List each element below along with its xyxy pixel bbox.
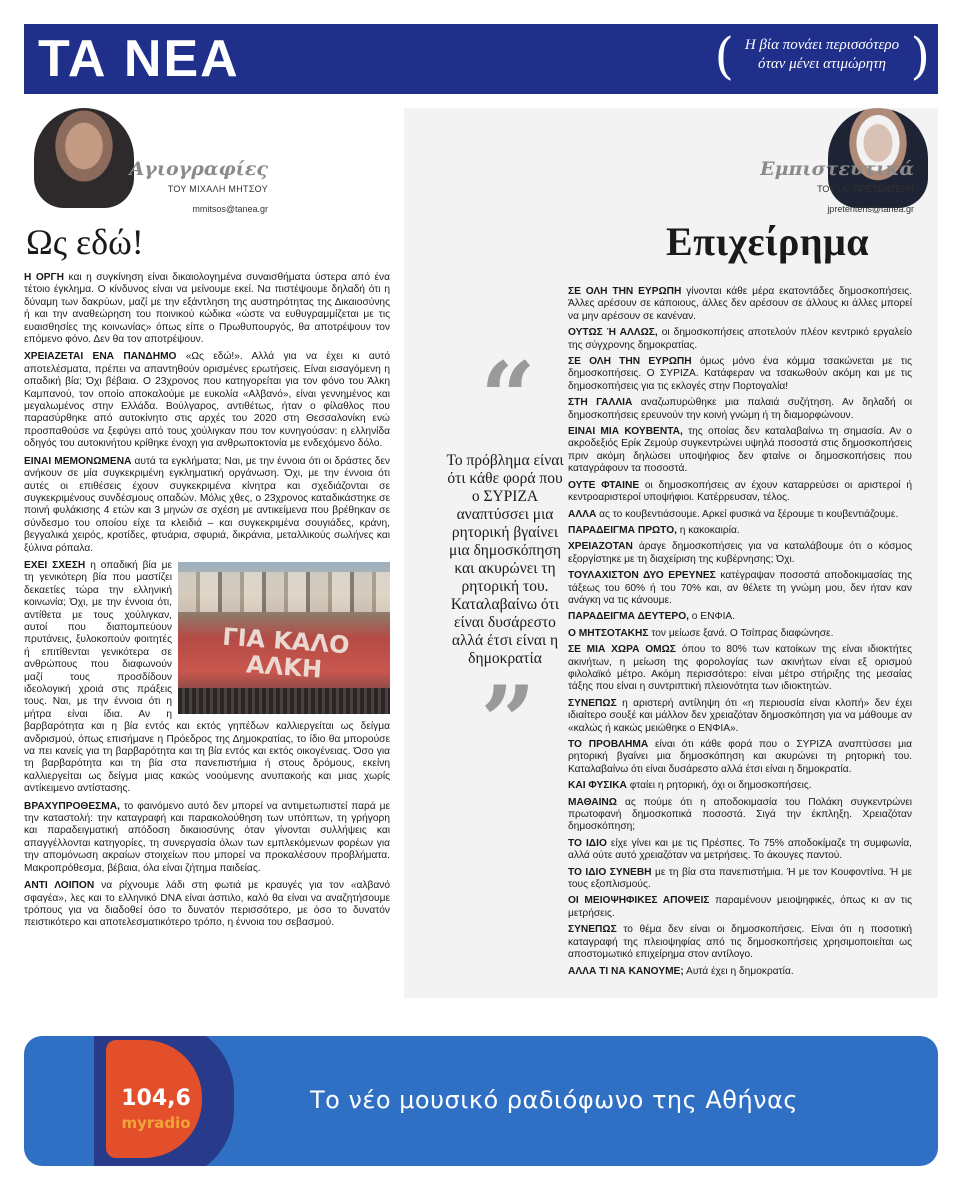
column-title: Αγιογραφίες: [129, 158, 268, 180]
paragraph: ΟΥΤΩΣ Ή ΑΛΛΩΣ, οι δημοσκοπήσεις αποτελούν πλέον κεντρικό εργαλείο της σύγχρονης δημοκρατίας.: [568, 327, 912, 351]
paragraph: ΑΛΛΑ ΤΙ ΝΑ ΚΑΝΟΥΜΕ; Αυτά έχει η δημοκρατία.: [568, 965, 794, 977]
photo-buildings: [178, 572, 390, 612]
paragraph: Ο ΜΗΤΣΟΤΑΚΗΣ τον μείωσε ξανά. Ο Τσίπρας διαφώνησε.: [568, 627, 834, 639]
paragraph: ΟΙ ΜΕΙΟΨΗΦΙΚΕΣ ΑΠΟΨΕΙΣ παραμένουν μειοψηφικές, όπως κι αν τις μετρήσεις.: [568, 895, 913, 919]
slogan-open-bracket: (: [714, 27, 734, 85]
paragraph: ΑΝΤΙ ΛΟΙΠΟΝ να ρίχνουμε λάδι στη φωτιά με κραυγές για τον «αλβανό σφαγέα», λες και το ελληνικό DNA είναι άσπιλο, καλό θα είναι να αναζητήσουμε τρόπους για να διαδοθεί όσο το δυνατόν περισσότερο, με όσο το δυνατόν πειστικότερο και αποτελεσματικότερο τρόπο, η έννοια του σεβασμού.: [24, 880, 390, 929]
newspaper-logo[interactable]: ΤΑ ΝΕΑ: [38, 30, 240, 88]
paragraph: ΤΟ ΙΔΙΟ ΣΥΝΕΒΗ με τη βία στα πανεπιστήμια. Ή με τον Κουφοντίνα. Ή με τους εξοπλισμούς.: [568, 866, 912, 891]
radio-frequency: 104,6: [121, 1086, 191, 1111]
paragraph: ΒΡΑΧΥΠΡΟΘΕΣΜΑ, το φαινόμενο αυτό δεν μπορεί να αντιμετωπιστεί παρά με την καταστολή: την καταγραφή και παρακολούθηση των υπόπτων, τη γρήγορη και παραδειγματική απόδοση δικαιοσύνης όταν γίνονται συλλήψεις και απαγγέλλονται κατηγορίες, τη συνεργασία όλων των εμπλεκόμενων φορέων για την απομόνωση ακραίων στοιχείων που μπορεί να προκαλέσουν προβλήματα. Μακροπρόθεσμα, βέβαια, όλα είναι ζήτημα παιδείας.: [24, 800, 390, 874]
column-title: Εμπιστευτικά: [760, 158, 914, 180]
ad-tagline: Το νέο μουσικό ραδιόφωνο της Αθήνας: [310, 1086, 798, 1114]
pull-quote: [444, 341, 566, 808]
author-email[interactable]: jpretenteris@tanea.gr: [827, 204, 914, 214]
paragraph: ΜΑΘΑΙΝΩ ας πούμε ότι η αποδοκιμασία του Πολάκη συγκεντρώνει πρωτοφανή δημοσκοπικά ποσοστά. Σιγά την έκπληξη. Χρειαζόταν δημοσκόπηση;: [568, 796, 912, 833]
paragraph: ΤΟ ΠΡΟΒΛΗΜΑ είναι ότι κάθε φορά που ο ΣΥΡΙΖΑ αναπτύσσει μια ρητορική βγαίνει μια δημοσκόπηση και ακυρώνει τη ρητορική του. Καταλαβαίνω ότι είναι δυσάρεστο αλλά έτσι είναι η δημοκρατία.: [568, 739, 912, 775]
author-portrait: [34, 108, 134, 208]
article-headline: Ως εδώ!: [26, 222, 144, 262]
masthead-slogan: Η βία πονάει περισσότερο όταν μένει ατιμώρητη: [744, 37, 900, 72]
paragraph: ΧΡΕΙΑΖΕΤΑΙ ΕΝΑ ΠΑΝΔΗΜΟ «Ως εδώ!». Αλλά για να έχει κι αυτό αποτελέσματα, πρέπει να απαντηθούν ορισμένες ερωτήσεις. Είναι εισαγόμενη η οπαδική βία; Όχι βέβαια. Ο 23χρονος που κατηγορείται για τον φόνο του Άλκη Καμπανού, τον οποίο αποκαλούμε με ευκολία «Αλβανό», είναι γεννημένος και μεγαλωμένος στην Ελλάδα. Βούλγαρος, αντιθέτως, ήταν ο φίλαθλος που παρασύρθηκε από αυτοκίνητο στις αρχές του 2020 στη Θεσσαλονίκη ενώ προσπαθούσε να ξεφύγει από τους χούλιγκαν που τον κυνηγούσαν: η ελληνίδα οδηγός του αυτοκινήτου κρίθηκε ένοχη για ανθρωποκτονία με ενδεχόμενο δόλο.: [24, 351, 390, 450]
paragraph: ΠΑΡΑΔΕΙΓΜΑ ΠΡΩΤΟ, η κακοκαιρία.: [568, 524, 740, 536]
article-body: [568, 286, 912, 982]
left-column-article: [24, 108, 390, 1023]
paragraph: ΣΥΝΕΠΩΣ η αριστερή αντίληψη ότι «η περιουσία είναι κλοπή» δεν έχει ιδιαίτερο σουξέ και μάλλον δεν χρειαζόταν δημοσκόπηση για να μάθουμε αν «καλώς ή κακώς μειώθηκε ο ΕΝΦΙΑ».: [568, 697, 912, 734]
photo-crowd: [178, 688, 390, 714]
photo-ground-text: ΓΙΑ ΚΑΛΟ ΑΛΚΗ: [221, 622, 351, 684]
paragraph: ΕΙΝΑΙ ΜΕΜΟΝΩΜΕΝΑ αυτά τα εγκλήματα; Ναι, με την έννοια ότι οι δράστες δεν ανήκουν σε μία συγκεκριμένη εγκληματική οργάνωση. Όχι, με την έννοια ότι αυτές οι επιθέσεις έχουν συγκεκριμένα κίνητρα και σχεδιάζονται σε συγκεκριμένους συνδέσμους οπαδών. Μόλις χθες, ο 23χρονος καταδικάστηκε σε ποινή φυλάκισης 4 ετών και 3 μηνών σε σχέση με αντικείμενα που βρέθηκαν σε σύνδεσμο του οποίου είχε τα κλειδιά – και συγκεκριμένα σουγιάδες, κράνη, βεγγαλικά χειρός, κροτίδες, φτυάρια, σφυριά, δικράνια, μεταλλικούς σωλήνες και ξύλινα ρόπαλα.: [24, 455, 391, 554]
author-email[interactable]: mmitsos@tanea.gr: [192, 204, 268, 214]
radio-station-name: myradio: [121, 1114, 191, 1132]
paragraph: ΣΕ ΜΙΑ ΧΩΡΑ ΟΜΩΣ όπου το 80% των κατοίκων της είναι ιδιοκτήτες ακινήτων, η μείωση της φορολογίας των ακινήτων είναι εξ ορισμού φιλολαϊκό μέτρο. Ακόμη περισσότερο: είναι μέτρο στήριξης της μεσαίας τάξης που είναι η συντριπτική πλειονότητα των ιδιοκτητών.: [568, 644, 913, 693]
paragraph: ΣΤΗ ΓΑΛΛΙΑ αναζωπυρώθηκε μια παλαιά συζήτηση. Αν δηλαδή οι δημοσκοπήσεις ερευνούν την κοινή γνώμη ή τη διαμορφώνουν.: [568, 397, 913, 421]
paragraph: ΠΑΡΑΔΕΙΓΜΑ ΔΕΥΤΕΡΟ, ο ΕΝΦΙΑ.: [568, 611, 736, 623]
pull-quote-text: Το πρόβλημα είναι ότι κάθε φορά που ο ΣΥΡΙΖΑ αναπτύσσει μια ρητορική βγαίνει μια δημοσκόπηση και ακυρώνει τη ρητορική του. Καταλαβαίνω ότι είναι δυσάρεστο αλλά έτσι είναι η δημοκρατία: [446, 452, 564, 667]
author-byline: ΤΟΥ ΜΙΧΑΛΗ ΜΗΤΣΟΥ: [167, 184, 268, 194]
article-headline: Επιχείρημα: [666, 219, 870, 264]
close-quote-icon: ”: [480, 665, 530, 778]
paragraph: ΟΥΤΕ ΦΤΑΙΝΕ οι δημοσκοπήσεις αν έχουν καταρρεύσει οι αριστεροί ή κεντροαριστεροί υποψήφιοι. Κατέρρευσαν, τέλος.: [568, 479, 912, 504]
paragraph: ΣΕ ΟΛΗ ΤΗΝ ΕΥΡΩΠΗ γίνονται κάθε μέρα εκατοντάδες δημοσκοπήσεις. Άλλες αρέσουν σε κάποιους, άλλες δεν αρέσουν σε άλλους κι άλλες μπορεί να μην αρέσουν σε κανέναν.: [568, 286, 913, 322]
left-author-header: [24, 108, 390, 218]
paragraph: ΣΕ ΟΛΗ ΤΗΝ ΕΥΡΩΠΗ όμως μόνο ένα κόμμα τσακώνεται με τις δημοσκοπήσεις. Ο ΣΥΡΙΖΑ. Κατάφεραν να τσακωθούν ακόμη και με τις δημοσκοπήσεις για τις εκλογές στην Πορτογαλία!: [568, 356, 913, 392]
radio-ad-banner[interactable]: [24, 1036, 938, 1166]
paragraph: ΣΥΝΕΠΩΣ το θέμα δεν είναι οι δημοσκοπήσεις. Είναι ότι η ποσοτική καταγραφή της πλειοψηφίας από τις δημοσκοπήσεις χρησιμοποιείται ως αποστομωτικό επιχείρημα στον αντίλογο.: [568, 924, 912, 961]
author-byline: ΤΟΥ Ι.Κ. ΠΡΕΤΕΝΤΕΡΗ: [817, 184, 914, 194]
paragraph: ΧΡΕΙΑΖΟΤΑΝ άραγε δημοσκοπήσεις για να καταλάβουμε ότι ο κόσμος εξοργίστηκε με τη διαχείριση της κυβέρνησης; Όχι.: [568, 541, 912, 565]
paragraph: ΕΙΝΑΙ ΜΙΑ ΚΟΥΒΕΝΤΑ, της οποίας δεν καταλαβαίνω τη σημασία. Αν ο ακροδεξιός Ερίκ Ζεμούρ συγκεντρώνει υψηλά ποσοστά στις δημοσκοπήσεις πριν ακόμη δηλώσει υποψήφιος δεν φταίνε οι δημοσκοπήσεις που καταγράφουν τα ποσοστά.: [568, 426, 912, 475]
article-body: [24, 272, 390, 930]
paragraph: ΤΟ ΙΔΙΟ είχε γίνει και με τις Πρέσπες. Το 75% αποδοκίμαζε τη συμφωνία, αλλά ούτε αυτό χρειαζόταν να μετρήσεις. Το άκουγες παντού.: [568, 837, 912, 862]
slogan-close-bracket: ): [910, 27, 930, 85]
paragraph: Η ΟΡΓΗ και η συγκίνηση είναι δικαιολογημένα συναισθήματα ύστερα από ένα τέτοιο έγκλημα. Ο κίνδυνος είναι να μείνουμε εκεί. Να πιστέψουμε δηλαδή ότι η δύναμη των δακρύων, μαζί με την εξάντληση της αυστηρότητας της Δικαιοσύνης ή και την αναθεώρηση του ποινικού κώδικα «ώστε να ευθυγραμμίζεται με τις ευαισθησίες της κοινωνίας» όπως είπε ο Πρωθυπουργός, θα αποτρέψουν τον επόμενο φόνο. Δεν θα τον αποτρέψουν.: [24, 272, 390, 346]
paragraph: ΤΟΥΛΑΧΙΣΤΟΝ ΔΥΟ ΕΡΕΥΝΕΣ κατέγραψαν ποσοστά αποδοκιμασίας της τάξεως του 60% ή του 70% και, αν θέλετε τη γνώμη μου, δεν ήταν καν ανάγκη να τις κάνουμε.: [568, 570, 912, 606]
right-column-article: [404, 108, 938, 998]
protest-photo: [178, 562, 390, 714]
masthead: [24, 24, 938, 94]
paragraph: ΑΛΛΑ ας το κουβεντιάσουμε. Αρκεί φυσικά να ξέρουμε τι κουβεντιάζουμε.: [568, 508, 899, 520]
right-author-header: [404, 108, 938, 218]
paragraph: ΚΑΙ ΦΥΣΙΚΑ φταίει η ρητορική, όχι οι δημοσκοπήσεις.: [568, 780, 812, 792]
paragraph: ΓΙΑ ΚΑΛΟ ΑΛΚΗ ΕΧΕΙ ΣΧΕΣΗ η οπαδική βία με τη γενικότερη βία που μαστίζει δεκαετίες τώρα την ελληνική κοινωνία; Όχι, με την έννοια ότι, αντίθετα με τους χούλιγκαν, αυτοί που διαπομπεύουν πρυτάνεις, ξυλοκοπούν φοιτητές ή επιτίθενται γενικότερα σε ανθρώπους που διαφωνούν μαζί τους προσδίδουν ιδεολογική χροιά στις πράξεις τους. Ναι, με την έννοια ότι η μήτρα είναι ίδια. Αν η βαρβαρότητα και η βία εντός και εκτός γηπέδων καλλιεργείται ως δείγμα ανδρισμού, όπως επισήμανε η Πρόεδρος της Δημοκρατίας, το ίδιο θα μπορούσε να πει κανείς για τη βαρβαρότητα και τη βία εντός και εκτός οικογένειας. Όσο για τη βαρβαρότητα και τη βία στα πανεπιστήμια ή στους δρόμους, εκείνη καλλιεργείται ως δείγμα μιας κακώς νοούμενης ανυπακοής και μιας χωρίς αντίκειμενο αντίστασης.: [24, 559, 390, 795]
open-quote-icon: “: [480, 341, 530, 454]
